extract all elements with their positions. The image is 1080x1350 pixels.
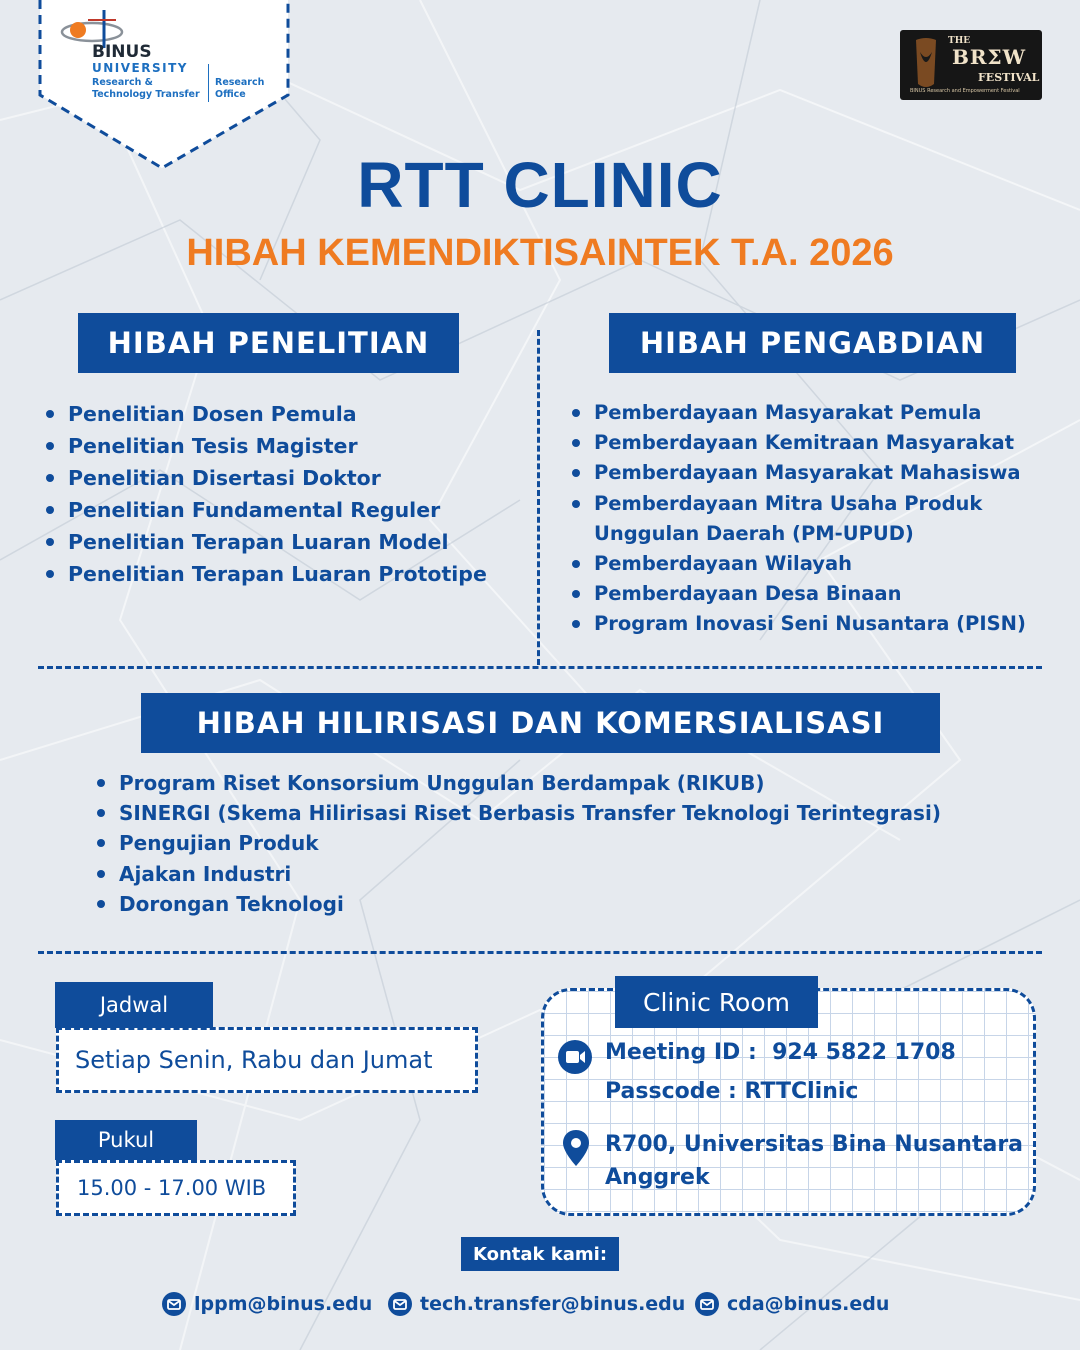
logo-unit-line1: Research & (92, 77, 153, 88)
badge-line3: FESTIVAL (978, 71, 1040, 84)
column-divider (537, 330, 540, 665)
contact-email-1-row (162, 1292, 372, 1316)
section-divider-bottom (38, 951, 1042, 954)
list-item: SINERGI (Skema Hilirisasi Riset Berbasis Transfer Teknologi Terintegrasi) (94, 798, 1054, 828)
pengabdian-list (569, 398, 1059, 640)
contact-email-2-row (388, 1292, 685, 1316)
pukul-label: Pukul (55, 1120, 197, 1160)
contact-email-1[interactable]: lppm@binus.edu (194, 1293, 373, 1315)
list-item: Program Riset Konsorsium Unggulan Berdampak (RIKUB) (94, 768, 1054, 798)
meeting-id: Meeting ID : 924 5822 1708 (605, 1040, 956, 1065)
section-divider-top (38, 666, 1042, 669)
list-item: Pemberdayaan Wilayah (569, 549, 1059, 579)
list-item: Pemberdayaan Desa Binaan (569, 579, 1059, 609)
list-item: Pemberdayaan Masyarakat Pemula (569, 398, 1059, 428)
pukul-box (56, 1160, 296, 1216)
list-item: Penelitian Terapan Luaran Prototipe (43, 558, 533, 590)
badge-line2: BRΣW (952, 45, 1027, 69)
jadwal-value: Setiap Senin, Rabu dan Jumat (75, 1046, 433, 1074)
hilirisasi-list (94, 768, 1054, 919)
list-item: Pemberdayaan Kemitraan Masyarakat (569, 428, 1059, 458)
location: R700, Universitas Bina Nusantara Anggrek (605, 1132, 1024, 1190)
list-item: Penelitian Fundamental Reguler (43, 494, 533, 526)
list-item: Dorongan Teknologi (94, 889, 1054, 919)
list-item: Pemberdayaan Mitra Usaha Produk Unggulan Daerah (PM-UPUD) (569, 489, 1059, 549)
list-item: Penelitian Terapan Luaran Model (43, 526, 533, 558)
clinic-room-label: Clinic Room (615, 976, 818, 1028)
list-item: Program Inovasi Seni Nusantara (PISN) (569, 609, 1059, 639)
list-item: Penelitian Disertasi Doktor (43, 462, 533, 494)
passcode: Passcode : RTTClinic (605, 1079, 859, 1104)
badge-tagline: BINUS Research and Empowerment Festival (910, 88, 1020, 94)
list-item: Penelitian Tesis Magister (43, 430, 533, 462)
map-pin-icon (563, 1130, 589, 1166)
pukul-value: 15.00 - 17.00 WIB (77, 1176, 267, 1200)
badge-line1: THE (948, 36, 971, 46)
page-subtitle: HIBAH KEMENDIKTISAINTEK T.A. 2026 (186, 232, 894, 274)
list-item: Pengujian Produk (94, 828, 1054, 858)
brew-festival-badge (900, 30, 1042, 100)
logo-office-line1: Research (215, 77, 265, 88)
list-item: Pemberdayaan Masyarakat Mahasiswa (569, 458, 1059, 488)
contact-email-3-row (695, 1292, 889, 1316)
logo-unit-line2: Technology Transfer (92, 89, 200, 100)
mail-icon (162, 1292, 186, 1316)
logo-brand: BINUS (92, 42, 152, 62)
jadwal-label: Jadwal (55, 982, 213, 1028)
jadwal-box (56, 1027, 478, 1093)
heading-penelitian: HIBAH PENELITIAN (78, 313, 459, 373)
logo-office-line2: Office (215, 89, 246, 100)
mail-icon (388, 1292, 412, 1316)
contact-email-2[interactable]: tech.transfer@binus.edu (420, 1293, 686, 1315)
list-item: Penelitian Dosen Pemula (43, 398, 533, 430)
heading-pengabdian: HIBAH PENGABDIAN (609, 313, 1016, 373)
contact-email-3[interactable]: cda@binus.edu (727, 1293, 890, 1315)
mail-icon (695, 1292, 719, 1316)
heading-hilirisasi: HIBAH HILIRISASI DAN KOMERSIALISASI (141, 693, 940, 753)
penelitian-list (43, 398, 533, 590)
page-title: RTT CLINIC (357, 149, 723, 221)
video-camera-icon (558, 1040, 592, 1074)
logo-divider (208, 64, 209, 102)
list-item: Ajakan Industri (94, 859, 1054, 889)
logo-university: UNIVERSITY (92, 61, 188, 75)
contact-label: Kontak kami: (461, 1237, 619, 1271)
coffee-cup-icon (906, 36, 946, 92)
binus-logo (36, 0, 294, 172)
